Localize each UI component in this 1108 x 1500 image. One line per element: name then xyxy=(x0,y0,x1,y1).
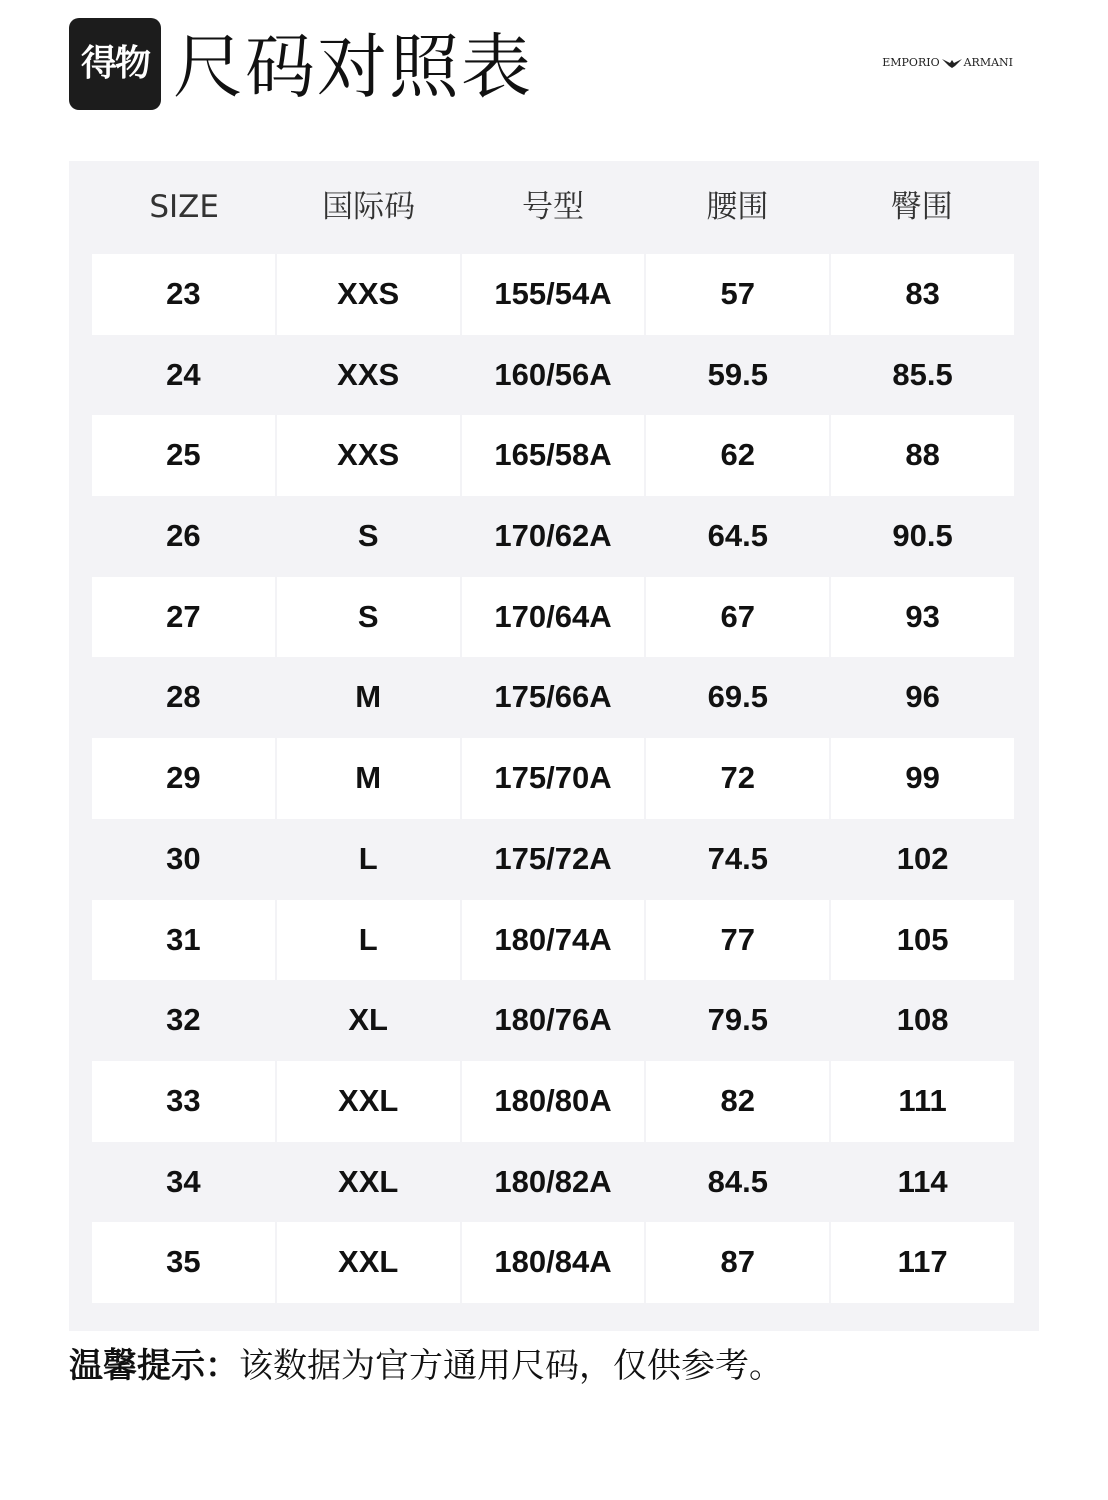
cell-body-type: 175/72A xyxy=(462,819,645,900)
cell-body-type: 180/74A xyxy=(462,900,645,981)
table-row xyxy=(92,657,1014,738)
cell-intl-size: XXS xyxy=(277,254,460,335)
cell-hip: 105 xyxy=(831,900,1014,981)
cell-hip: 99 xyxy=(831,738,1014,819)
cell-hip: 88 xyxy=(831,415,1014,496)
cell-waist: 82 xyxy=(646,1061,829,1142)
table-row xyxy=(92,980,1014,1061)
cell-size: 24 xyxy=(92,335,275,416)
eagle-icon xyxy=(941,57,963,69)
cell-body-type: 160/56A xyxy=(462,335,645,416)
cell-intl-size: XXL xyxy=(277,1142,460,1223)
table-row xyxy=(92,496,1014,577)
cell-size: 32 xyxy=(92,980,275,1061)
cell-waist: 59.5 xyxy=(646,335,829,416)
cell-waist: 67 xyxy=(646,577,829,658)
table-row xyxy=(92,1222,1014,1303)
cell-hip: 93 xyxy=(831,577,1014,658)
table-row xyxy=(92,1061,1014,1142)
column-header-waist: 腰围 xyxy=(706,189,769,225)
size-chart-table xyxy=(69,161,1039,1331)
cell-body-type: 180/76A xyxy=(462,980,645,1061)
cell-intl-size: L xyxy=(277,819,460,900)
cell-intl-size: XXS xyxy=(277,415,460,496)
table-row xyxy=(92,577,1014,658)
cell-body-type: 165/58A xyxy=(462,415,645,496)
cell-body-type: 175/66A xyxy=(462,657,645,738)
cell-waist: 57 xyxy=(646,254,829,335)
cell-hip: 85.5 xyxy=(831,335,1014,416)
cell-hip: 83 xyxy=(831,254,1014,335)
table-header xyxy=(92,161,1014,254)
cell-body-type: 180/80A xyxy=(462,1061,645,1142)
cell-waist: 79.5 xyxy=(646,980,829,1061)
cell-waist: 64.5 xyxy=(646,496,829,577)
cell-intl-size: XXL xyxy=(277,1222,460,1303)
table-body xyxy=(92,254,1014,1303)
table-row xyxy=(92,738,1014,819)
cell-waist: 69.5 xyxy=(646,657,829,738)
cell-hip: 114 xyxy=(831,1142,1014,1223)
cell-size: 25 xyxy=(92,415,275,496)
table-row xyxy=(92,415,1014,496)
cell-size: 26 xyxy=(92,496,275,577)
cell-body-type: 170/64A xyxy=(462,577,645,658)
logo-text: 得物 xyxy=(80,43,149,84)
cell-size: 29 xyxy=(92,738,275,819)
table-row xyxy=(92,254,1014,335)
cell-waist: 84.5 xyxy=(646,1142,829,1223)
table-row xyxy=(92,819,1014,900)
cell-intl-size: L xyxy=(277,900,460,981)
header xyxy=(69,18,1039,118)
cell-body-type: 155/54A xyxy=(462,254,645,335)
cell-waist: 77 xyxy=(646,900,829,981)
cell-intl-size: M xyxy=(277,738,460,819)
cell-intl-size: S xyxy=(277,496,460,577)
cell-body-type: 175/70A xyxy=(462,738,645,819)
table-row xyxy=(92,1142,1014,1223)
cell-intl-size: M xyxy=(277,657,460,738)
column-header-intl-size: 国际码 xyxy=(322,189,416,225)
cell-waist: 72 xyxy=(646,738,829,819)
cell-size: 33 xyxy=(92,1061,275,1142)
cell-size: 23 xyxy=(92,254,275,335)
table-row xyxy=(92,900,1014,981)
cell-intl-size: S xyxy=(277,577,460,658)
tip-label: 温馨提示： xyxy=(69,1346,239,1386)
tip-note xyxy=(69,1343,783,1389)
cell-hip: 90.5 xyxy=(831,496,1014,577)
cell-body-type: 180/84A xyxy=(462,1222,645,1303)
app-logo xyxy=(69,18,161,110)
tip-text: 该数据为官方通用尺码，仅供参考。 xyxy=(239,1346,783,1386)
cell-intl-size: XL xyxy=(277,980,460,1061)
cell-hip: 117 xyxy=(831,1222,1014,1303)
cell-size: 28 xyxy=(92,657,275,738)
cell-body-type: 170/62A xyxy=(462,496,645,577)
cell-hip: 96 xyxy=(831,657,1014,738)
cell-hip: 108 xyxy=(831,980,1014,1061)
cell-body-type: 180/82A xyxy=(462,1142,645,1223)
cell-size: 35 xyxy=(92,1222,275,1303)
cell-waist: 62 xyxy=(646,415,829,496)
brand-name-left: EMPORIO xyxy=(882,56,940,69)
cell-hip: 111 xyxy=(831,1061,1014,1142)
cell-hip: 102 xyxy=(831,819,1014,900)
cell-size: 30 xyxy=(92,819,275,900)
brand-logo xyxy=(882,56,1013,69)
column-header-body-type: 号型 xyxy=(521,189,584,225)
brand-name-right: ARMANI xyxy=(963,56,1013,69)
cell-size: 31 xyxy=(92,900,275,981)
cell-size: 34 xyxy=(92,1142,275,1223)
column-header-hip: 臀围 xyxy=(890,189,953,225)
cell-intl-size: XXL xyxy=(277,1061,460,1142)
cell-intl-size: XXS xyxy=(277,335,460,416)
column-header-size: SIZE xyxy=(149,189,220,225)
cell-size: 27 xyxy=(92,577,275,658)
table-row xyxy=(92,335,1014,416)
cell-waist: 87 xyxy=(646,1222,829,1303)
page-title: 尺码对照表 xyxy=(173,26,533,108)
cell-waist: 74.5 xyxy=(646,819,829,900)
